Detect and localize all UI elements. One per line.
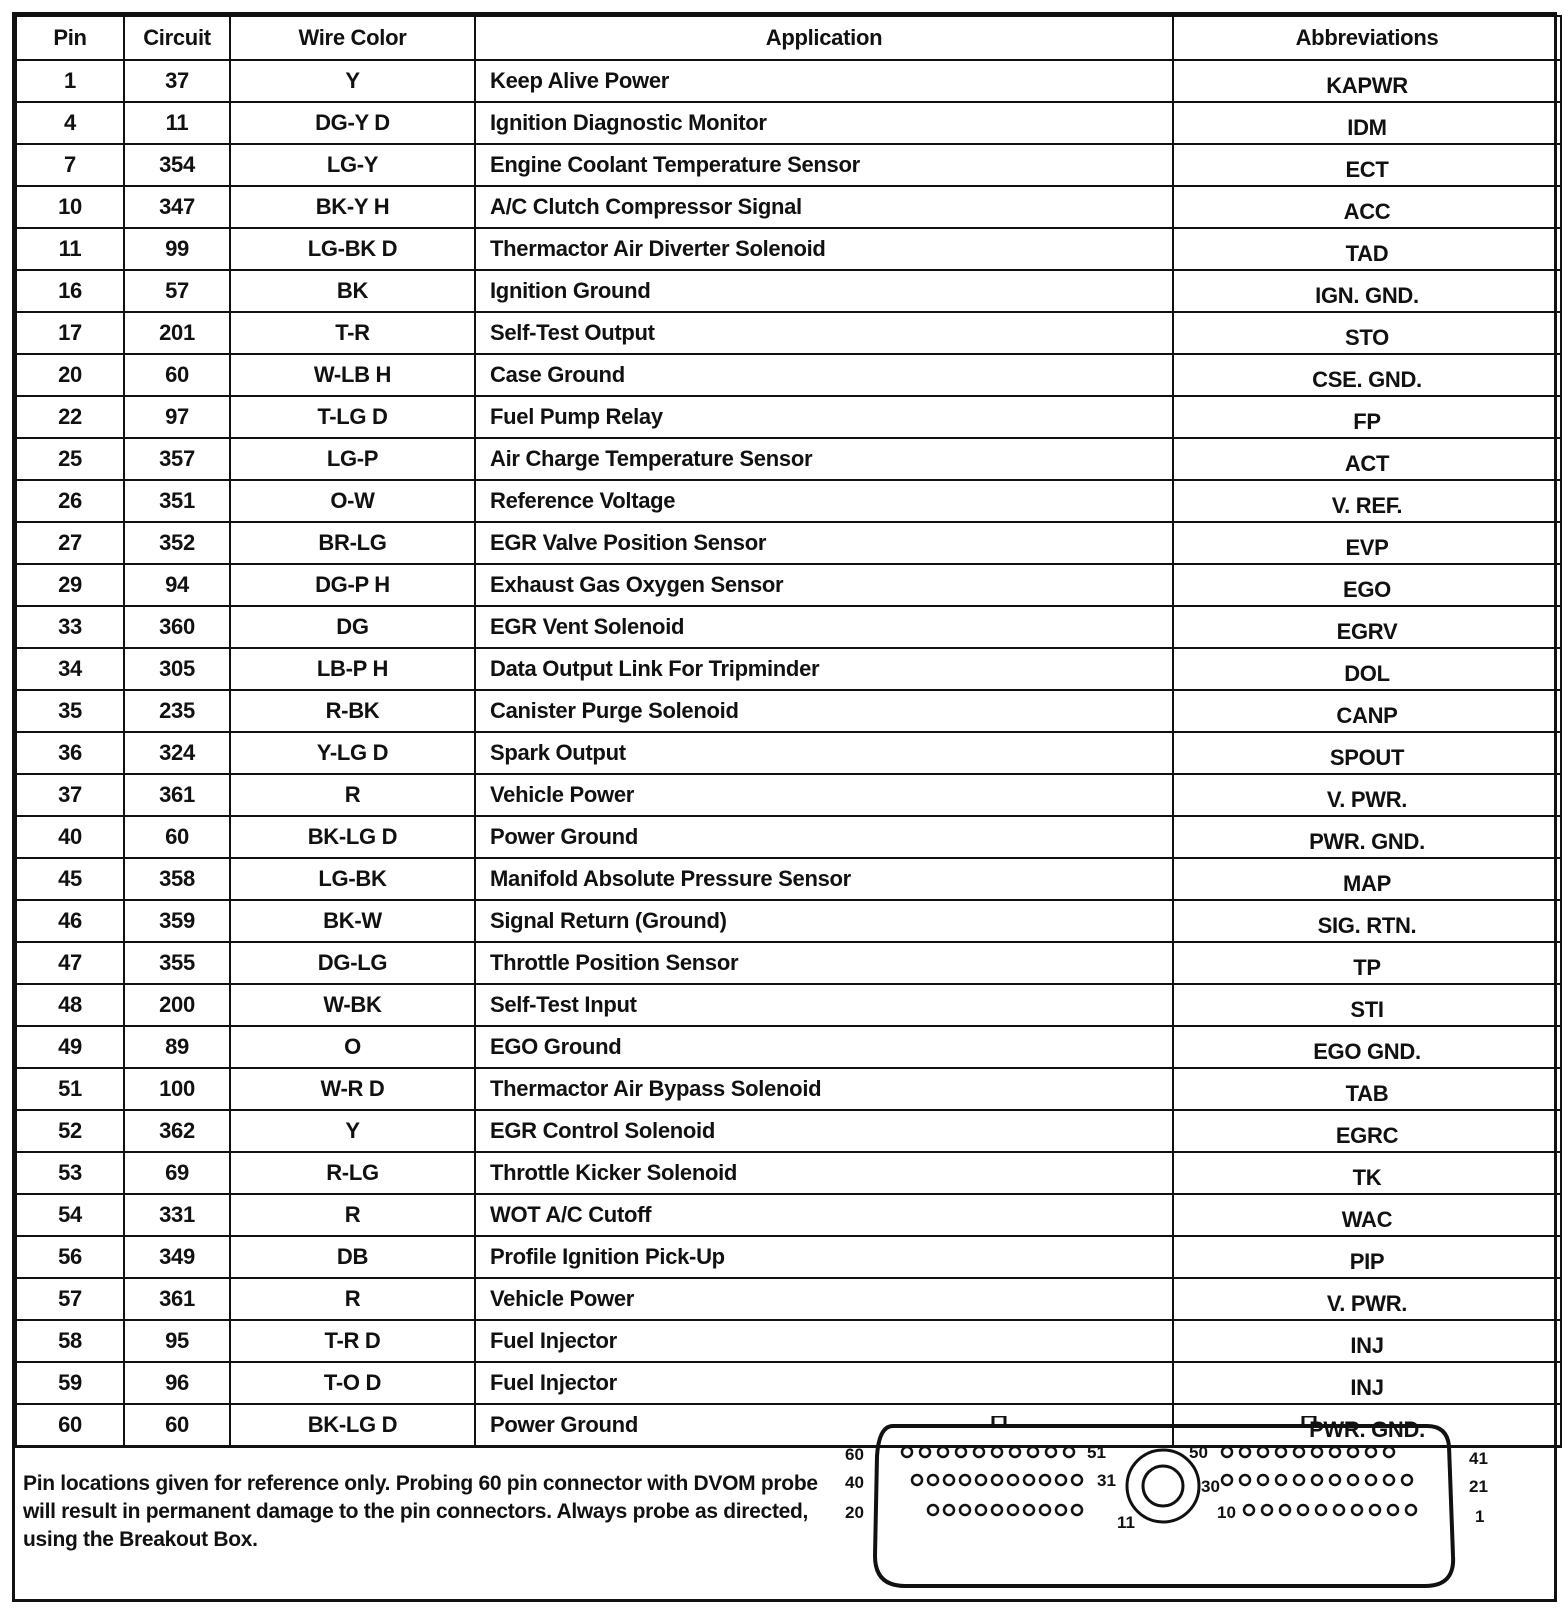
warning-note: Pin locations given for reference only. Probing 60 pin connector with DVOM probe will result in permanent damage to the pin connectors. Always probe as directed, using the Breakout Box. <box>23 1472 818 1551</box>
pin-hole <box>1276 1447 1286 1457</box>
cell-application: Reference Voltage <box>475 480 1173 522</box>
cell-application: A/C Clutch Compressor Signal <box>475 186 1173 228</box>
table-row <box>16 984 1561 1026</box>
table-row <box>16 354 1561 396</box>
table-row <box>16 228 1561 270</box>
label-40: 40 <box>845 1473 864 1492</box>
cell-application: Vehicle Power <box>475 1278 1173 1320</box>
cell-circuit: 349 <box>124 1236 230 1278</box>
table-row <box>16 648 1561 690</box>
table-row <box>16 1026 1561 1068</box>
pin-hole <box>1072 1475 1082 1485</box>
pin-hole <box>938 1447 948 1457</box>
cell-application: Throttle Kicker Solenoid <box>475 1152 1173 1194</box>
cell-abbreviation: V. REF. <box>1173 480 1561 522</box>
cell-pin: 59 <box>16 1362 124 1404</box>
label-21: 21 <box>1469 1477 1488 1496</box>
pin-hole <box>1334 1505 1344 1515</box>
table-row <box>16 732 1561 774</box>
cell-pin: 52 <box>16 1110 124 1152</box>
pin-hole <box>928 1475 938 1485</box>
cell-circuit: 305 <box>124 648 230 690</box>
pin-hole <box>1240 1475 1250 1485</box>
label-30: 30 <box>1201 1477 1220 1496</box>
pin-hole <box>1348 1475 1358 1485</box>
cell-abbreviation: EVP <box>1173 522 1561 564</box>
pin-hole <box>902 1447 912 1457</box>
cell-circuit: 60 <box>124 1404 230 1447</box>
cell-pin: 20 <box>16 354 124 396</box>
label-11: 11 <box>1117 1513 1135 1532</box>
pin-hole <box>1402 1475 1412 1485</box>
pin-hole <box>1312 1475 1322 1485</box>
cell-pin: 46 <box>16 900 124 942</box>
cell-application: Throttle Position Sensor <box>475 942 1173 984</box>
pin-hole <box>1222 1447 1232 1457</box>
table-header-row <box>16 16 1561 60</box>
cell-wire-color: R <box>230 1278 475 1320</box>
pin-hole <box>1008 1505 1018 1515</box>
cell-circuit: 11 <box>124 102 230 144</box>
cell-wire-color: BK-W <box>230 900 475 942</box>
table-row <box>16 60 1561 102</box>
cell-circuit: 357 <box>124 438 230 480</box>
cell-circuit: 235 <box>124 690 230 732</box>
cell-wire-color: LB-P H <box>230 648 475 690</box>
cell-wire-color: W-BK <box>230 984 475 1026</box>
cell-circuit: 37 <box>124 60 230 102</box>
cell-application: Signal Return (Ground) <box>475 900 1173 942</box>
pin-hole <box>992 1447 1002 1457</box>
cell-abbreviation: STI <box>1173 984 1561 1026</box>
cell-application: Ignition Ground <box>475 270 1173 312</box>
pin-hole <box>944 1475 954 1485</box>
cell-pin: 35 <box>16 690 124 732</box>
table-row <box>16 1068 1561 1110</box>
cell-abbreviation: SIG. RTN. <box>1173 900 1561 942</box>
cell-circuit: 69 <box>124 1152 230 1194</box>
pin-hole <box>1024 1475 1034 1485</box>
cell-abbreviation: KAPWR <box>1173 60 1561 102</box>
pin-hole <box>1072 1505 1082 1515</box>
cell-circuit: 352 <box>124 522 230 564</box>
header-wire-color: Wire Color <box>230 16 475 60</box>
cell-abbreviation: WAC <box>1173 1194 1561 1236</box>
cell-application: EGR Vent Solenoid <box>475 606 1173 648</box>
cell-abbreviation: INJ <box>1173 1320 1561 1362</box>
cell-wire-color: R <box>230 1194 475 1236</box>
cell-pin: 25 <box>16 438 124 480</box>
cell-circuit: 95 <box>124 1320 230 1362</box>
table-row <box>16 1320 1561 1362</box>
cell-abbreviation: IDM <box>1173 102 1561 144</box>
cell-circuit: 57 <box>124 270 230 312</box>
table-row <box>16 690 1561 732</box>
table-row <box>16 1110 1561 1152</box>
cell-wire-color: O <box>230 1026 475 1068</box>
pin-hole <box>1024 1505 1034 1515</box>
table-row <box>16 312 1561 354</box>
pin-hole <box>992 1505 1002 1515</box>
pin-hole <box>1352 1505 1362 1515</box>
cell-pin: 17 <box>16 312 124 354</box>
cell-application: Thermactor Air Diverter Solenoid <box>475 228 1173 270</box>
label-10: 10 <box>1217 1503 1236 1522</box>
pin-hole <box>1028 1447 1038 1457</box>
pin-hole <box>1040 1475 1050 1485</box>
cell-wire-color: W-R D <box>230 1068 475 1110</box>
connector-tab-left <box>993 1416 1005 1426</box>
cell-abbreviation: IGN. GND. <box>1173 270 1561 312</box>
pin-hole <box>1348 1447 1358 1457</box>
cell-pin: 26 <box>16 480 124 522</box>
table-row <box>16 270 1561 312</box>
connector-tab-right <box>1303 1416 1315 1426</box>
cell-circuit: 60 <box>124 354 230 396</box>
cell-pin: 45 <box>16 858 124 900</box>
cell-abbreviation: V. PWR. <box>1173 774 1561 816</box>
cell-application: Profile Ignition Pick-Up <box>475 1236 1173 1278</box>
cell-wire-color: DG-Y D <box>230 102 475 144</box>
cell-circuit: 360 <box>124 606 230 648</box>
cell-abbreviation: MAP <box>1173 858 1561 900</box>
cell-pin: 1 <box>16 60 124 102</box>
label-20: 20 <box>845 1503 864 1522</box>
cell-pin: 56 <box>16 1236 124 1278</box>
table-row <box>16 1236 1561 1278</box>
label-51: 51 <box>1087 1443 1106 1462</box>
table-row <box>16 858 1561 900</box>
pin-hole <box>912 1475 922 1485</box>
label-1: 1 <box>1475 1507 1485 1526</box>
table-row <box>16 396 1561 438</box>
table-row <box>16 1362 1561 1404</box>
cell-abbreviation: V. PWR. <box>1173 1278 1561 1320</box>
cell-pin: 51 <box>16 1068 124 1110</box>
cell-pin: 37 <box>16 774 124 816</box>
header-circuit: Circuit <box>124 16 230 60</box>
cell-wire-color: T-R <box>230 312 475 354</box>
cell-wire-color: LG-P <box>230 438 475 480</box>
cell-pin: 36 <box>16 732 124 774</box>
cell-pin: 40 <box>16 816 124 858</box>
cell-abbreviation: PIP <box>1173 1236 1561 1278</box>
cell-abbreviation: TAD <box>1173 228 1561 270</box>
cell-abbreviation: DOL <box>1173 648 1561 690</box>
cell-application: Self-Test Input <box>475 984 1173 1026</box>
cell-wire-color: BK-LG D <box>230 816 475 858</box>
header-pin: Pin <box>16 16 124 60</box>
cell-wire-color: R-BK <box>230 690 475 732</box>
pin-hole <box>1384 1447 1394 1457</box>
cell-wire-color: LG-Y <box>230 144 475 186</box>
cell-circuit: 359 <box>124 900 230 942</box>
pin-hole <box>1258 1447 1268 1457</box>
cell-wire-color: T-LG D <box>230 396 475 438</box>
pinout-table <box>15 15 1562 1448</box>
table-row <box>16 900 1561 942</box>
cell-wire-color: R-LG <box>230 1152 475 1194</box>
table-row <box>16 522 1561 564</box>
cell-wire-color: Y <box>230 1110 475 1152</box>
label-41: 41 <box>1469 1449 1488 1468</box>
cell-circuit: 324 <box>124 732 230 774</box>
footer <box>15 1408 1554 1602</box>
table-row <box>16 606 1561 648</box>
cell-abbreviation: TK <box>1173 1152 1561 1194</box>
cell-application: Exhaust Gas Oxygen Sensor <box>475 564 1173 606</box>
cell-wire-color: BK-Y H <box>230 186 475 228</box>
table-row <box>16 1194 1561 1236</box>
cell-pin: 48 <box>16 984 124 1026</box>
cell-abbreviation: EGRV <box>1173 606 1561 648</box>
pin-hole <box>920 1447 930 1457</box>
cell-abbreviation: CSE. GND. <box>1173 354 1561 396</box>
pin-hole <box>1280 1505 1290 1515</box>
cell-pin: 60 <box>16 1404 124 1447</box>
connector-center-ring-inner <box>1143 1466 1183 1506</box>
cell-wire-color: BK-LG D <box>230 1404 475 1447</box>
pin-hole <box>1330 1447 1340 1457</box>
cell-abbreviation: SPOUT <box>1173 732 1561 774</box>
table-row <box>16 186 1561 228</box>
cell-pin: 58 <box>16 1320 124 1362</box>
cell-application: Case Ground <box>475 354 1173 396</box>
pin-hole <box>1040 1505 1050 1515</box>
cell-application: Vehicle Power <box>475 774 1173 816</box>
cell-application: Spark Output <box>475 732 1173 774</box>
cell-pin: 11 <box>16 228 124 270</box>
pin-hole <box>1276 1475 1286 1485</box>
cell-abbreviation: PWR. GND. <box>1173 1404 1561 1447</box>
pin-hole <box>992 1475 1002 1485</box>
cell-pin: 54 <box>16 1194 124 1236</box>
cell-abbreviation: TP <box>1173 942 1561 984</box>
cell-pin: 47 <box>16 942 124 984</box>
cell-circuit: 361 <box>124 774 230 816</box>
pin-hole <box>1008 1475 1018 1485</box>
table-row <box>16 480 1561 522</box>
table-row <box>16 774 1561 816</box>
cell-pin: 22 <box>16 396 124 438</box>
cell-pin: 49 <box>16 1026 124 1068</box>
cell-wire-color: LG-BK <box>230 858 475 900</box>
cell-pin: 53 <box>16 1152 124 1194</box>
cell-application: Fuel Injector <box>475 1362 1173 1404</box>
cell-abbreviation: ACT <box>1173 438 1561 480</box>
cell-circuit: 331 <box>124 1194 230 1236</box>
pinout-sheet <box>12 12 1557 1602</box>
cell-circuit: 99 <box>124 228 230 270</box>
cell-wire-color: R <box>230 774 475 816</box>
header-abbreviations: Abbreviations <box>1173 16 1561 60</box>
cell-circuit: 100 <box>124 1068 230 1110</box>
label-60: 60 <box>845 1445 864 1464</box>
table-row <box>16 102 1561 144</box>
pin-hole <box>1262 1505 1272 1515</box>
pin-hole <box>1222 1475 1232 1485</box>
pin-hole <box>1366 1475 1376 1485</box>
pin-hole <box>1294 1447 1304 1457</box>
pin-hole <box>1370 1505 1380 1515</box>
cell-circuit: 354 <box>124 144 230 186</box>
pin-hole <box>1064 1447 1074 1457</box>
connector-svg <box>835 1416 1545 1596</box>
pin-hole <box>976 1475 986 1485</box>
label-31: 31 <box>1097 1471 1116 1490</box>
cell-pin: 34 <box>16 648 124 690</box>
cell-wire-color: O-W <box>230 480 475 522</box>
cell-application: Engine Coolant Temperature Sensor <box>475 144 1173 186</box>
cell-circuit: 362 <box>124 1110 230 1152</box>
pin-hole <box>960 1505 970 1515</box>
cell-wire-color: DG-P H <box>230 564 475 606</box>
cell-application: Data Output Link For Tripminder <box>475 648 1173 690</box>
pin-hole <box>944 1505 954 1515</box>
cell-wire-color: BK <box>230 270 475 312</box>
cell-wire-color: Y <box>230 60 475 102</box>
pin-hole <box>1294 1475 1304 1485</box>
cell-wire-color: LG-BK D <box>230 228 475 270</box>
cell-application: Fuel Injector <box>475 1320 1173 1362</box>
table-row <box>16 438 1561 480</box>
table-row <box>16 816 1561 858</box>
pin-hole <box>1312 1447 1322 1457</box>
cell-abbreviation: CANP <box>1173 690 1561 732</box>
pin-hole <box>1056 1475 1066 1485</box>
header-application: Application <box>475 16 1173 60</box>
cell-wire-color: T-R D <box>230 1320 475 1362</box>
pin-hole <box>1240 1447 1250 1457</box>
cell-application: Canister Purge Solenoid <box>475 690 1173 732</box>
cell-abbreviation: EGO <box>1173 564 1561 606</box>
label-50: 50 <box>1189 1443 1208 1462</box>
cell-application: Thermactor Air Bypass Solenoid <box>475 1068 1173 1110</box>
pin-hole <box>956 1447 966 1457</box>
cell-abbreviation: EGO GND. <box>1173 1026 1561 1068</box>
cell-wire-color: T-O D <box>230 1362 475 1404</box>
cell-abbreviation: ECT <box>1173 144 1561 186</box>
cell-pin: 7 <box>16 144 124 186</box>
cell-pin: 57 <box>16 1278 124 1320</box>
cell-circuit: 96 <box>124 1362 230 1404</box>
cell-application: Air Charge Temperature Sensor <box>475 438 1173 480</box>
table-row <box>16 1152 1561 1194</box>
cell-wire-color: W-LB H <box>230 354 475 396</box>
cell-circuit: 361 <box>124 1278 230 1320</box>
cell-wire-color: DB <box>230 1236 475 1278</box>
cell-application: Ignition Diagnostic Monitor <box>475 102 1173 144</box>
cell-abbreviation: FP <box>1173 396 1561 438</box>
cell-pin: 4 <box>16 102 124 144</box>
cell-application: EGR Valve Position Sensor <box>475 522 1173 564</box>
cell-abbreviation: ACC <box>1173 186 1561 228</box>
cell-circuit: 200 <box>124 984 230 1026</box>
cell-pin: 27 <box>16 522 124 564</box>
pin-hole <box>1010 1447 1020 1457</box>
table-row <box>16 942 1561 984</box>
pin-hole <box>1298 1505 1308 1515</box>
connector-diagram <box>835 1416 1545 1596</box>
table-row <box>16 144 1561 186</box>
cell-abbreviation: EGRC <box>1173 1110 1561 1152</box>
pin-hole <box>1046 1447 1056 1457</box>
cell-circuit: 201 <box>124 312 230 354</box>
pin-hole <box>928 1505 938 1515</box>
cell-circuit: 89 <box>124 1026 230 1068</box>
cell-application: Power Ground <box>475 1404 1173 1447</box>
cell-application: Manifold Absolute Pressure Sensor <box>475 858 1173 900</box>
cell-wire-color: DG-LG <box>230 942 475 984</box>
cell-application: Power Ground <box>475 816 1173 858</box>
cell-application: WOT A/C Cutoff <box>475 1194 1173 1236</box>
pin-hole <box>1316 1505 1326 1515</box>
cell-abbreviation: PWR. GND. <box>1173 816 1561 858</box>
cell-circuit: 351 <box>124 480 230 522</box>
cell-wire-color: Y-LG D <box>230 732 475 774</box>
pin-hole <box>1406 1505 1416 1515</box>
cell-application: Fuel Pump Relay <box>475 396 1173 438</box>
pin-hole <box>960 1475 970 1485</box>
cell-pin: 10 <box>16 186 124 228</box>
cell-application: EGR Control Solenoid <box>475 1110 1173 1152</box>
cell-circuit: 358 <box>124 858 230 900</box>
cell-pin: 33 <box>16 606 124 648</box>
table-body <box>16 60 1561 1447</box>
cell-application: Self-Test Output <box>475 312 1173 354</box>
cell-circuit: 97 <box>124 396 230 438</box>
pin-hole <box>1366 1447 1376 1457</box>
table-row <box>16 564 1561 606</box>
cell-circuit: 355 <box>124 942 230 984</box>
cell-pin: 29 <box>16 564 124 606</box>
cell-abbreviation: INJ <box>1173 1362 1561 1404</box>
pin-hole <box>1258 1475 1268 1485</box>
cell-circuit: 94 <box>124 564 230 606</box>
cell-abbreviation: STO <box>1173 312 1561 354</box>
pin-hole <box>1388 1505 1398 1515</box>
pin-hole <box>1244 1505 1254 1515</box>
table-row <box>16 1278 1561 1320</box>
cell-application: EGO Ground <box>475 1026 1173 1068</box>
pin-hole <box>976 1505 986 1515</box>
pin-hole <box>1056 1505 1066 1515</box>
cell-circuit: 347 <box>124 186 230 228</box>
cell-wire-color: BR-LG <box>230 522 475 564</box>
pin-hole <box>974 1447 984 1457</box>
cell-wire-color: DG <box>230 606 475 648</box>
cell-circuit: 60 <box>124 816 230 858</box>
cell-application: Keep Alive Power <box>475 60 1173 102</box>
cell-abbreviation: TAB <box>1173 1068 1561 1110</box>
pin-hole <box>1384 1475 1394 1485</box>
cell-pin: 16 <box>16 270 124 312</box>
pin-hole <box>1330 1475 1340 1485</box>
